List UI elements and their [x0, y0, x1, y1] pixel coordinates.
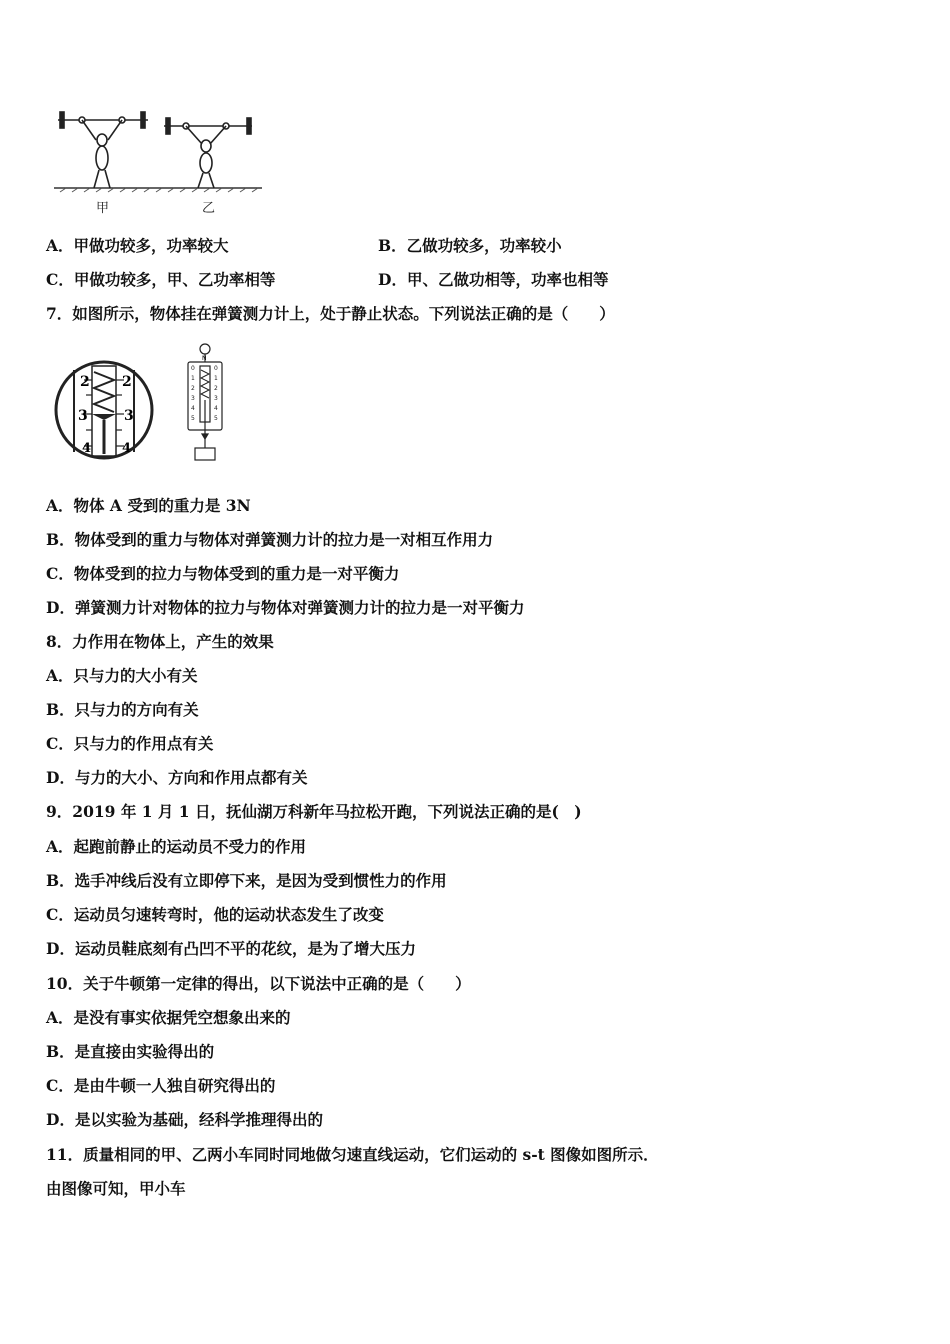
q10-option-d: D．是以实验为基础，经科学推理得出的	[46, 1110, 323, 1129]
q10-option-b: B．是直接由实验得出的	[46, 1042, 215, 1061]
scale-tick-5: 5	[191, 415, 195, 422]
scale-tick-1-right: 1	[214, 375, 218, 382]
scale-tick-4: 4	[191, 405, 195, 412]
q9-option-c: C．运动员匀速转弯时，他的运动状态发生了改变	[46, 905, 384, 924]
scale-tick-0: 0	[191, 365, 195, 372]
zoom-tick-4-left: 4	[82, 441, 92, 456]
scale-tick-2: 2	[191, 385, 195, 392]
q7-option-d: D．弹簧测力计对物体的拉力与物体对弹簧测力计的拉力是一对平衡力	[46, 598, 525, 617]
q10-stem: 10．关于牛顿第一定律的得出，以下说法中正确的是（ ）	[46, 974, 471, 993]
lifter-jia	[58, 112, 148, 188]
label-jia: 甲	[96, 201, 110, 216]
q8-option-b: B．只与力的方向有关	[46, 700, 199, 719]
lifter-yi	[164, 118, 252, 188]
q11-stem-line1: 11．质量相同的甲、乙两小车同时同地做匀速直线运动，它们运动的 s-t 图像如图所示．	[46, 1145, 659, 1164]
scale-tick-2-right: 2	[214, 385, 218, 392]
q8-option-d: D．与力的大小、方向和作用点都有关	[46, 768, 308, 787]
scale-tick-4-right: 4	[214, 405, 218, 412]
zoom-tick-2-left: 2	[80, 374, 90, 390]
scale-tick-3-right: 3	[214, 395, 218, 402]
q7-option-c: C．物体受到的拉力与物体受到的重力是一对平衡力	[46, 564, 400, 583]
q9-stem: 9．2019 年 1 月 1 日，抚仙湖万科新年马拉松开跑，下列说法正确的是( )	[46, 802, 582, 821]
q11-stem-line2: 由图像可知，甲小车	[46, 1179, 186, 1198]
zoom-tick-2-right: 2	[122, 374, 132, 390]
q9-option-b: B．选手冲线后没有立即停下来，是因为受到惯性力的作用	[46, 871, 447, 890]
weightlifters-figure	[52, 100, 267, 220]
q7-option-b: B．物体受到的重力与物体对弹簧测力计的拉力是一对相互作用力	[46, 530, 494, 549]
scale-tick-0-right: 0	[214, 365, 218, 372]
scale-tick-1: 1	[191, 375, 195, 382]
label-yi: 乙	[202, 201, 216, 216]
q10-option-a: A．是没有事实依据凭空想象出来的	[46, 1008, 291, 1027]
q8-option-a: A．只与力的大小有关	[46, 666, 198, 685]
q7-option-a: A．物体 A 受到的重力是 3N	[46, 496, 251, 515]
q7-stem: 7．如图所示，物体挂在弹簧测力计上，处于静止状态。下列说法正确的是（ ）	[46, 304, 615, 323]
scale-zoom-view	[56, 362, 152, 458]
scale-unit-n: N	[202, 355, 207, 362]
zoom-tick-3-right: 3	[124, 408, 134, 424]
q6-option-b: B．乙做功较多，功率较小	[378, 236, 562, 255]
zoom-tick-4-right: 4	[122, 441, 132, 456]
zoom-tick-3-left: 3	[78, 408, 88, 424]
q6-option-c: C．甲做功较多，甲、乙功率相等	[46, 270, 276, 289]
q6-option-d: D．甲、乙做功相等，功率也相等	[378, 270, 609, 289]
q9-option-a: A．起跑前静止的运动员不受力的作用	[46, 837, 307, 856]
q10-option-c: C．是由牛顿一人独自研究得出的	[46, 1076, 276, 1095]
spring-scale-figure	[52, 340, 242, 470]
scale-tick-5-right: 5	[214, 415, 218, 422]
q8-option-c: C．只与力的作用点有关	[46, 734, 214, 753]
q9-option-d: D．运动员鞋底刻有凸凹不平的花纹，是为了增大压力	[46, 939, 416, 958]
q8-stem: 8．力作用在物体上，产生的效果	[46, 632, 274, 651]
q6-option-a: A．甲做功较多，功率较大	[46, 236, 229, 255]
scale-tick-3: 3	[191, 395, 195, 402]
